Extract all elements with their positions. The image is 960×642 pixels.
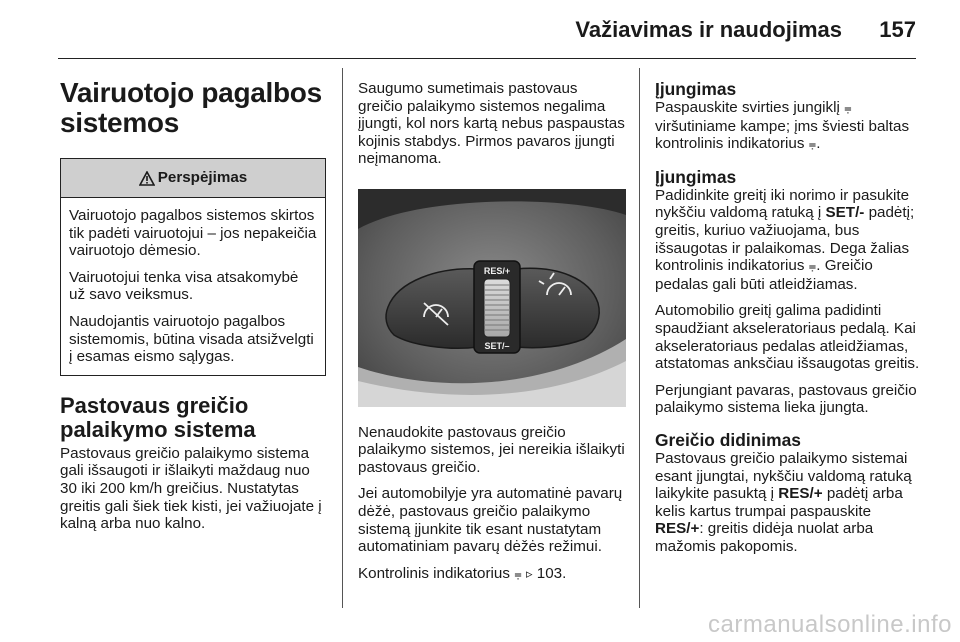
watermark: carmanualsonline.info [708, 611, 952, 638]
section-activation [655, 80, 921, 154]
column-2 [358, 80, 626, 592]
warning-header [61, 159, 325, 198]
paragraph: Jei automobilyje yra automatinė pavarų dėžė, pastovaus greičio palaikymo sistemą įjunkite tik esant nustatytam automatiniam pavarų dėžės režimui. [358, 485, 623, 556]
column-divider [639, 68, 640, 608]
warning-paragraph: Vairuotojo pagalbos sistemos skirtos tik padėti vairuotojui – jos nepakeičia vairuotojo dėmesio. [69, 207, 317, 260]
cruise-control-icon: ⩦ [808, 259, 817, 275]
cruise-control-icon: ⩦ [844, 101, 852, 116]
section-title: Greičio didinimas [655, 429, 801, 450]
res-button-label: RES/+ [483, 265, 511, 276]
section-title: Pastovaus greičio palaikymo sistema [60, 392, 256, 442]
paragraph: Saugumo sumetimais pastovaus greičio palaikymo sistemos negalima įjungti, kol nors kartą nebus paspaustas kojinis stabdys. Pirmos pavaros įjungti neįmanoma. [358, 80, 625, 168]
paragraph: Paspauskite svirties jungiklį ⩦ viršutiniame kampe; įms šviesti baltas kontrolinis indikatorius ⩦. [655, 99, 910, 153]
warning-paragraph: Naudojantis vairuotojo pagalbos sistemomis, būtina visada atsižvelgti į esamas eismo sąlygas. [69, 312, 314, 366]
cruise-control-icon: ⩦ [514, 566, 522, 582]
column-1 [60, 78, 326, 542]
paragraph: Nenaudokite pastovaus greičio palaikymo sistemos, jei nereikia išlaikyti pastovaus greičio. [358, 423, 625, 476]
chapter-title: Vairuotojo pagalbos sistemos [60, 77, 322, 138]
header-title: Važiavimas ir naudojimas [575, 17, 842, 42]
cruise-control-icon: ⩦ [808, 137, 817, 153]
reference-arrow-icon: ▹ [526, 566, 533, 582]
warning-icon [139, 171, 155, 186]
section-engage [655, 168, 921, 417]
page-header [0, 0, 960, 60]
section-increase-speed [655, 431, 921, 556]
section-title: Įjungimas [655, 79, 737, 99]
column-divider [342, 68, 343, 608]
steering-wheel-controls-figure [358, 189, 626, 407]
warning-paragraph: Vairuotojui tenka visa atsakomybė už savo veiksmus. [69, 268, 299, 304]
section-title: Įjungimas [655, 166, 737, 187]
header-rule [58, 58, 916, 59]
paragraph: Perjungiant pavaras, pastovaus greičio palaikymo sistema lieka įjungta. [655, 381, 917, 417]
warning-box [60, 158, 326, 376]
warning-body [61, 198, 325, 366]
paragraph: Padidinkite greitį iki norimo ir pasukite nykščiu valdomą ratuką į SET/- padėtį; greitis, kuriuo važiuojama, bus išsaugotas ir palaikomas. Dega žalias kontrolinis indikatorius ⩦. Greičio pedalas gali būti atleidžiamas. [655, 186, 915, 293]
page-number: 157 [879, 17, 916, 42]
section-text: Pastovaus greičio palaikymo sistema gali išsaugoti ir išlaikyti maždaug nuo 30 iki 200 km/h greičius. Nustatytas greitis gali šiek tiek kisti, jei važiuojate į kalną arba nuo kalno. [60, 444, 322, 533]
paragraph: Pastovaus greičio palaikymo sistemai esant įjungtai, nykščiu valdomą ratuką laikykite pasuktą į RES/+ padėtį arba kelis kartus trumpai paspauskite RES/+: greitis didėja nuolat arba mažomis pakopomis. [655, 449, 912, 555]
set-button-label: SET/– [484, 340, 510, 351]
column-3 [655, 80, 921, 569]
paragraph: Automobilio greitį galima padidinti spaudžiant akseleratoriaus pedalą. Kai akseleratoriaus pedalas atleidžiamas, atstatomas anksčiau išsaugotas greitis. [655, 302, 920, 373]
warning-heading: Perspėjimas [157, 169, 248, 187]
paragraph: Kontrolinis indikatorius ⩦ ▹ 103. [358, 564, 567, 582]
